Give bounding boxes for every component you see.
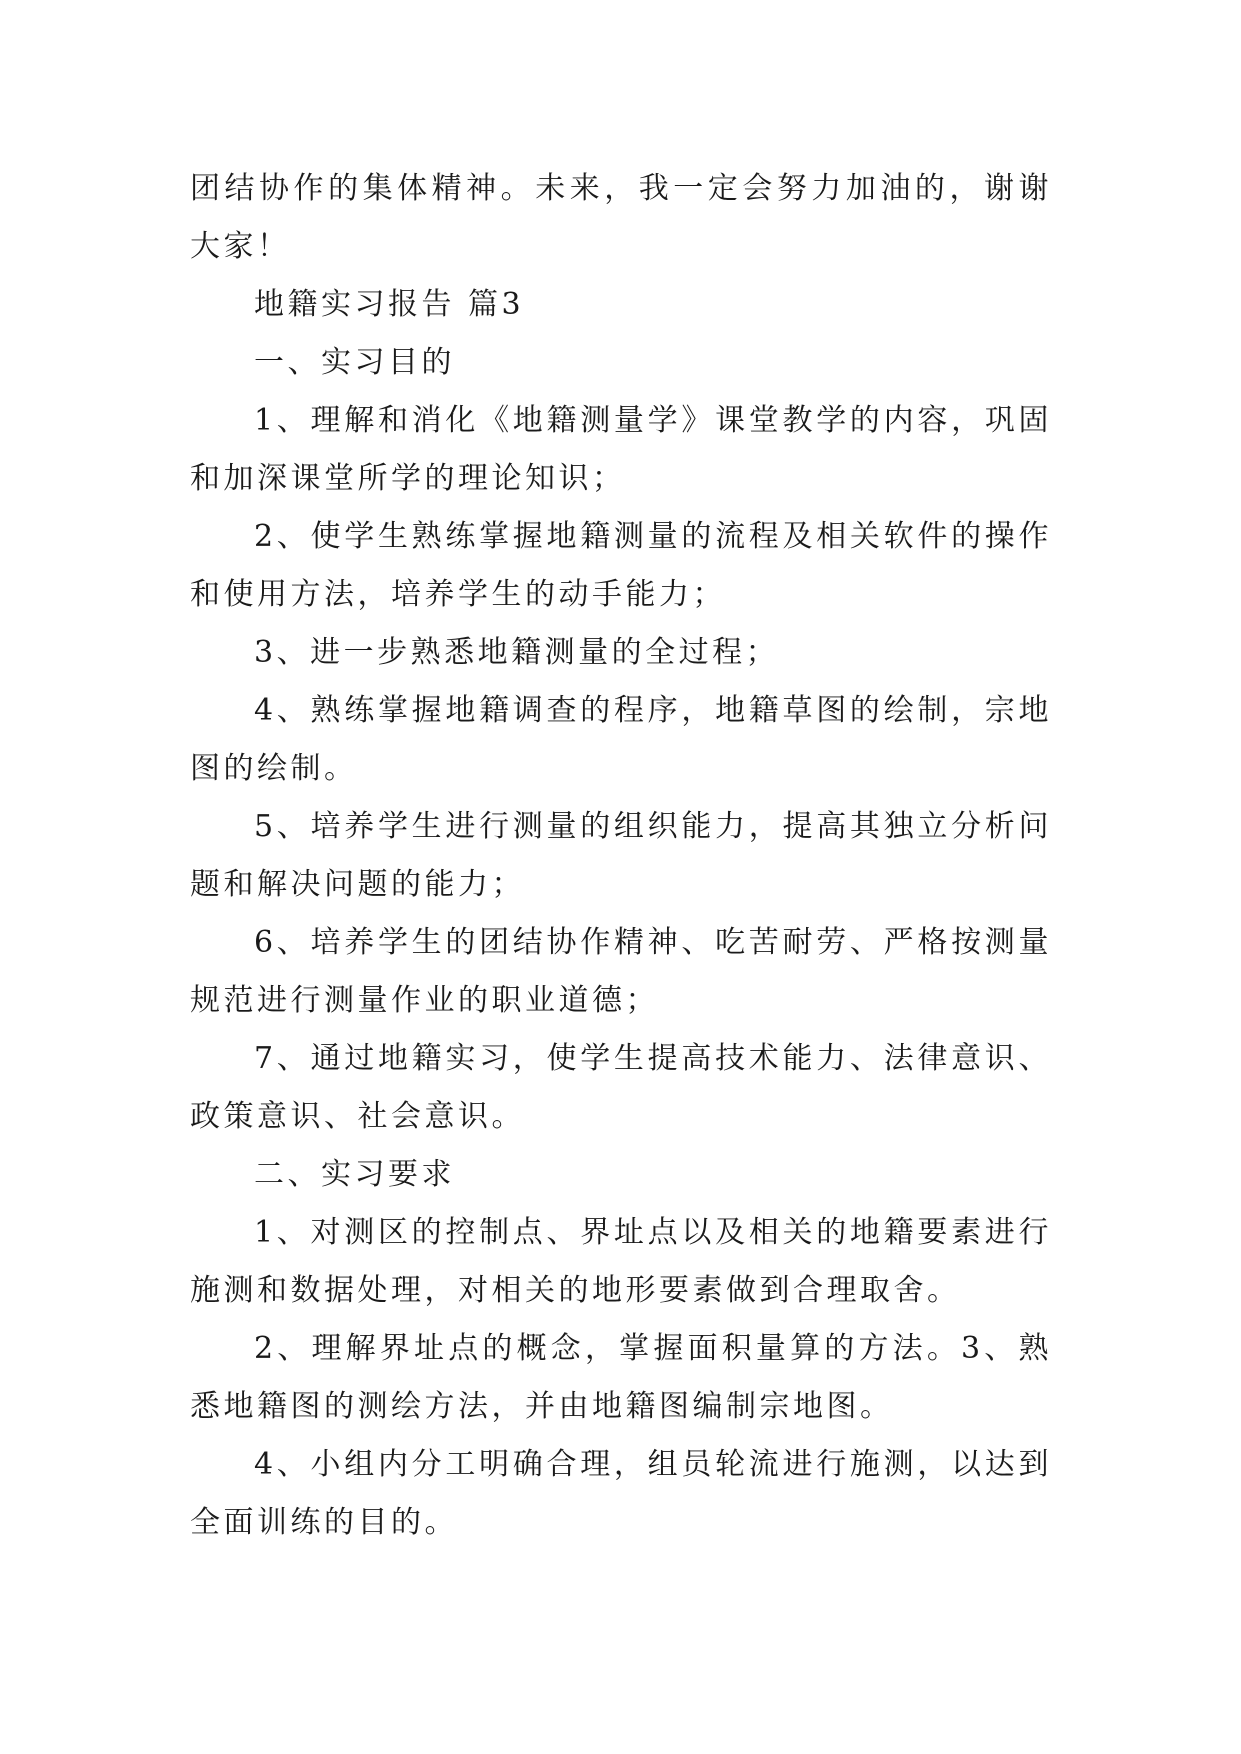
requirement-item-2-3: 2、理解界址点的概念，掌握面积量算的方法。3、熟悉地籍图的测绘方法，并由地籍图编制宗地图。 [190, 1331, 1052, 1424]
paragraph-continuation: 团结协作的集体精神。未来，我一定会努力加油的，谢谢大家！ [190, 171, 1052, 264]
section-title: 地籍实习报告 篇3 [254, 287, 525, 322]
purpose-item-1: 1、理解和消化《地籍测量学》课堂教学的内容，巩固和加深课堂所学的理论知识； [190, 403, 1052, 496]
purpose-item-4: 4、熟练掌握地籍调查的程序，地籍草图的绘制，宗地图的绘制。 [190, 693, 1052, 786]
heading-requirements: 二、实习要求 [254, 1157, 455, 1192]
heading-purpose: 一、实习目的 [254, 345, 455, 380]
document-body [190, 160, 1052, 1552]
requirement-item-1: 1、对测区的控制点、界址点以及相关的地籍要素进行施测和数据处理，对相关的地形要素做到合理取舍。 [190, 1215, 1052, 1308]
purpose-item-6: 6、培养学生的团结协作精神、吃苦耐劳、严格按测量规范进行测量作业的职业道德； [190, 925, 1052, 1018]
purpose-item-2: 2、使学生熟练掌握地籍测量的流程及相关软件的操作和使用方法，培养学生的动手能力； [190, 519, 1052, 612]
purpose-item-5: 5、培养学生进行测量的组织能力，提高其独立分析问题和解决问题的能力； [190, 809, 1052, 902]
purpose-item-7: 7、通过地籍实习，使学生提高技术能力、法律意识、政策意识、社会意识。 [190, 1041, 1052, 1134]
purpose-item-3: 3、进一步熟悉地籍测量的全过程； [254, 635, 780, 670]
requirement-item-4: 4、小组内分工明确合理，组员轮流进行施测，以达到全面训练的目的。 [190, 1447, 1052, 1540]
